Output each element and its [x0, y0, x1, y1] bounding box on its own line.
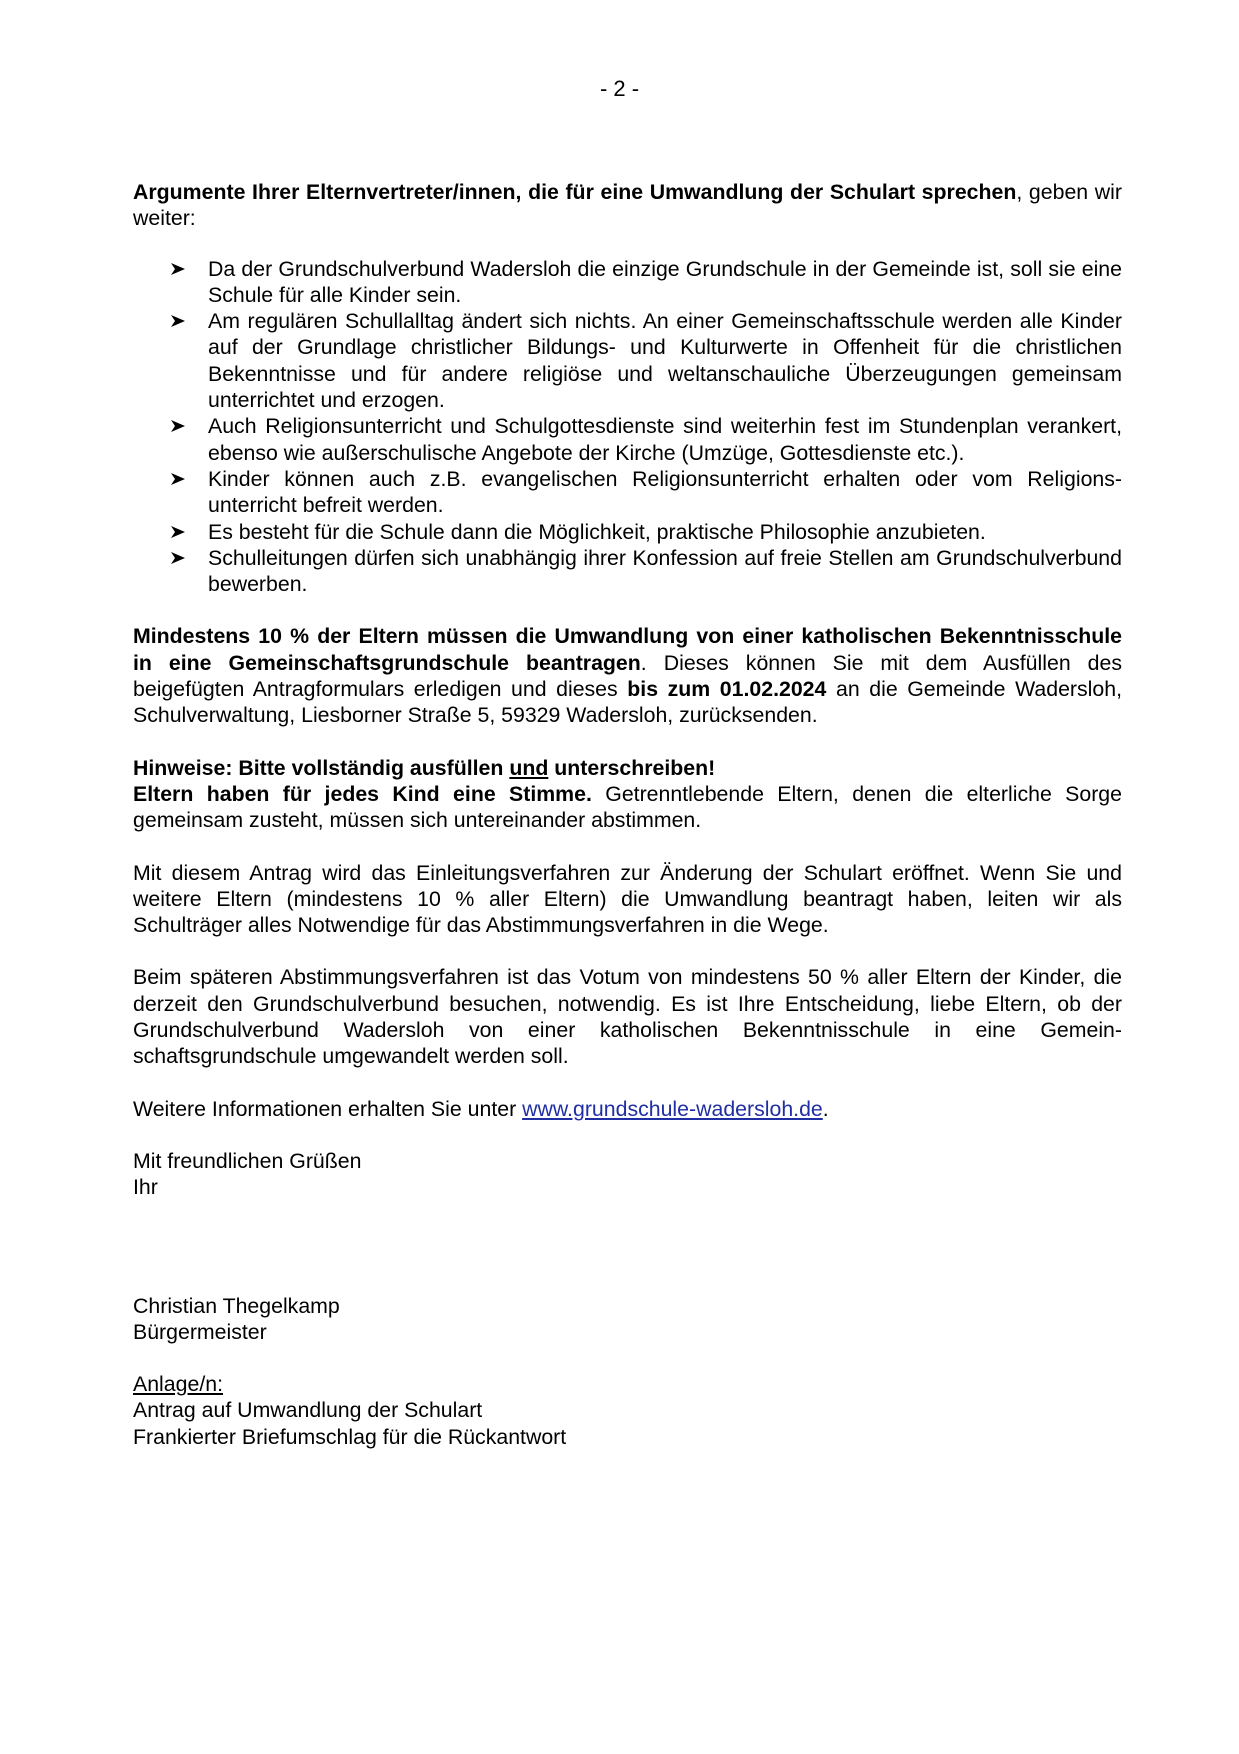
closing-greeting: Mit freundlichen Grüßen: [133, 1148, 362, 1173]
signature: [133, 1293, 1122, 1346]
list-item: [208, 466, 1122, 519]
requirement-text-2: an die Gemeinde Wadersloh, Schulverwaltung, Liesborner Straße 5, 59329 Wadersloh, zurücksenden.: [133, 677, 1122, 728]
attachment-item: Antrag auf Umwandlung der Schulart: [133, 1398, 483, 1423]
requirement-bold: Mindestens 10 % der Eltern müssen die Umwandlung von einer katholischen Bekenntnisschule in eine Gemeinschaftsgrundschule beantragen: [133, 624, 1122, 675]
list-item-text: Schulleitungen dürfen sich unabhängig ihrer Konfession auf freie Stellen am Grundschulverbund bewerben.: [208, 545, 1122, 597]
list-item: [208, 519, 1122, 545]
list-item: [208, 545, 1122, 598]
list-item: [208, 413, 1122, 466]
requirement-paragraph: [133, 623, 1122, 728]
signer-name: Christian Thegelkamp: [133, 1293, 340, 1318]
attachments: [133, 1371, 1122, 1450]
arrow-bullet-icon: [170, 519, 190, 545]
list-item-text: Auch Religionsunterricht und Schulgottesdienste sind weiterhin fest im Stundenplan verankert, ebenso wie außerschulische Angebote der Kirche (Umzüge, Gottesdienste etc.).: [208, 414, 1122, 465]
hint-text-b: unterschreiben!: [548, 755, 716, 780]
list-item-text: Es besteht für die Schule dann die Möglichkeit, praktische Philosophie anzubieten.: [208, 519, 986, 544]
arrow-bullet-icon: [170, 308, 190, 334]
attachment-item: Frankierter Briefumschlag für die Rückantwort: [133, 1424, 567, 1449]
list-item-text: Am regulären Schullalltag ändert sich nichts. An einer Gemeinschaftsschule werden alle Kinder auf der Grundlage christlicher Bildungs- und Kulturwerte in Offenheit für die christlichen Bekenntnisse und für andere religiöse und weltanschauliche Überzeugungen gemeinsam unterrichtet und erzogen.: [208, 309, 1122, 413]
arrow-bullet-icon: [170, 466, 190, 492]
website-link[interactable]: www.grundschule-wadersloh.de: [522, 1096, 823, 1121]
hint-rest: Getrenntlebende Eltern, denen die elterliche Sorge gemeinsam zusteht, müssen sich untereinander abstimmen.: [133, 781, 1122, 833]
arrow-bullet-icon: [170, 413, 190, 439]
closing-ihr: Ihr: [133, 1175, 158, 1200]
requirement-text-1: . Dieses können Sie mit dem Ausfüllen des beigefügten Antragformulars erledigen und dieses: [133, 650, 1122, 702]
deadline: bis zum 01.02.2024: [627, 677, 827, 702]
hint-paragraph: [133, 781, 1122, 834]
intro-paragraph: [133, 179, 1122, 232]
hint-underlined-word: und: [509, 755, 549, 780]
attachments-heading: Anlage/n:: [133, 1372, 223, 1397]
arrow-bullet-icon: [170, 545, 190, 571]
signer-title: Bürgermeister: [133, 1319, 267, 1344]
hint-heading: [133, 755, 1122, 781]
list-item-text: Kinder können auch z.B. evangelischen Religionsunterricht erhalten oder vom Religionsunterricht befreit werden.: [208, 466, 1122, 518]
letter-body: [133, 179, 1122, 1450]
procedure-paragraph: Mit diesem Antrag wird das Einleitungsverfahren zur Änderung der Schulart eröffnet. Wenn Sie und weitere Eltern (mindestens 10 % aller Eltern) die Umwandlung beantragt haben, leiten wir als Schulträger alles Notwendige für das Abstimmungsverfahren in die Wege.: [133, 860, 1122, 938]
intro-rest: , geben wir weiter:: [133, 180, 1122, 231]
more-info-end: .: [822, 1096, 829, 1121]
hint-bold: Eltern haben für jedes Kind eine Stimme.: [133, 781, 592, 806]
page-number: - 2 -: [599, 76, 640, 101]
list-item-text: Da der Grundschulverbund Wadersloh die einzige Grundschule in der Gemeinde ist, soll sie eine Schule für alle Kinder sein.: [208, 256, 1122, 307]
intro-bold: Argumente Ihrer Elternvertreter/innen, die für eine Umwandlung der Schulart sprechen: [133, 180, 1017, 204]
list-item: [208, 256, 1122, 309]
signature-space: [133, 1201, 1122, 1293]
hint-text-a: Hinweise: Bitte vollständig ausfüllen: [133, 755, 510, 780]
arrow-bullet-icon: [170, 256, 190, 282]
vote-paragraph: Beim späteren Abstimmungsverfahren ist das Votum von mindestens 50 % aller Eltern der Kinder, die derzeit den Grundschulverbund besuchen, notwendig. Es ist Ihre Entscheidung, liebe Eltern, ob der Grundschulverbund Wadersloh von einer katholischen Bekenntnisschule in eine Gemeinschaftsgrundschule umgewandelt werden soll.: [133, 965, 1122, 1069]
more-info-text: Weitere Informationen erhalten Sie unter: [133, 1096, 523, 1121]
arguments-list: [133, 256, 1122, 598]
closing: [133, 1148, 1122, 1201]
list-item: [208, 308, 1122, 413]
more-info-paragraph: [133, 1096, 1122, 1122]
